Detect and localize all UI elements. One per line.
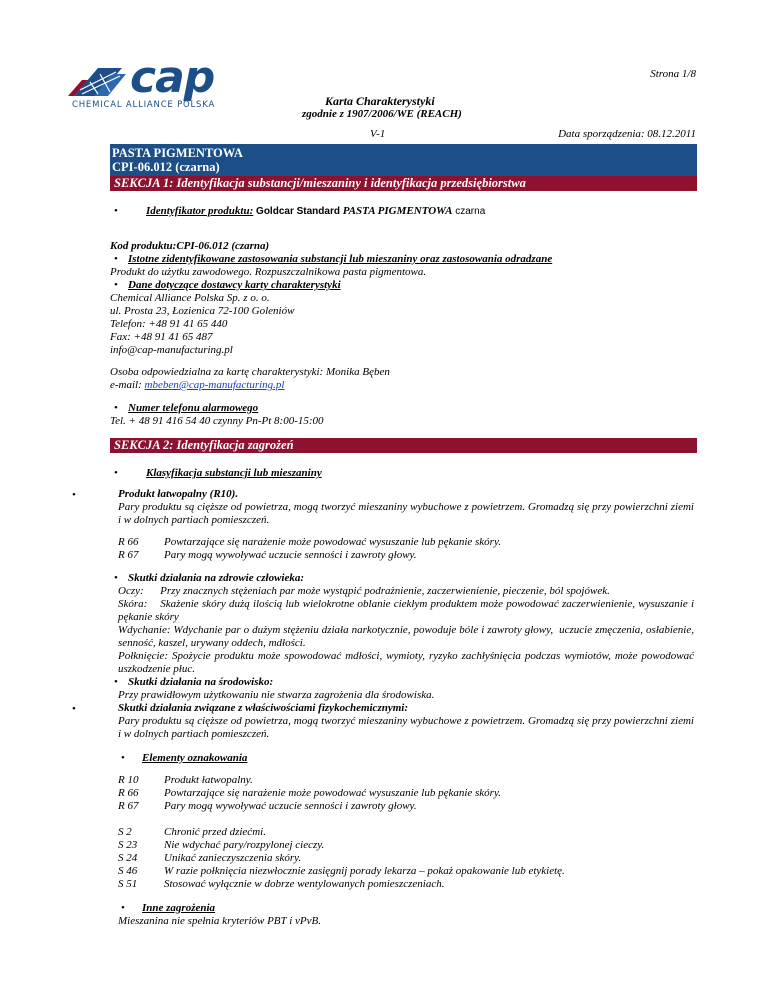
r-code: R 66: [118, 536, 139, 548]
supplier-line: info@cap-manufacturing.pl: [110, 344, 233, 356]
uses-text: Produkt do użytku zawodowego. Rozpuszczalnikowa pasta pigmentowa.: [110, 266, 427, 278]
email-row: [110, 379, 284, 392]
s-text: Stosować wyłącznie w dobrze wentylowanych pomieszczeniach.: [164, 878, 445, 890]
s-text: Nie wdychać pary/rozpylonej cieczy.: [164, 839, 325, 851]
section-2-title: SEKCJA 2: Identyfikacja zagrożeń: [110, 438, 697, 453]
bullet: •: [72, 703, 76, 715]
s-code: S 23: [118, 839, 138, 851]
r-text: Pary mogą wywoływać uczucie senności i zawroty głowy.: [164, 800, 417, 812]
identifier-product: PASTA PIGMENTOWA: [342, 205, 453, 217]
bullet: •: [114, 279, 118, 291]
r-code: R 67: [118, 800, 139, 812]
r-code: R 66: [118, 787, 139, 799]
issue-date: Data sporządzenia: 08.12.2011: [558, 128, 696, 140]
emergency-phone-text: Tel. + 48 91 416 54 40 czynny Pn-Pt 8:00-15:00: [110, 415, 324, 427]
bullet: •: [114, 253, 118, 265]
r-text: Powtarzające się narażenie może powodować wysuszanie lub pękanie skóry.: [164, 536, 501, 548]
section-1-title: SEKCJA 1: Identyfikacja substancji/mieszaniny i identyfikacja przedsiębiorstwa: [110, 176, 697, 191]
identifier-brand: Goldcar Standard: [253, 206, 343, 217]
bullet: •: [114, 572, 118, 584]
inhalation-text: Wdychanie: Wdychanie par o dużym stężeniu działa narkotycznie, powoduje bóle i zawroty głowy, uczucie zmęczenia, osłabienie, senność, kaszel, urywany oddech, mdłości.: [118, 624, 697, 649]
version: V-1: [370, 128, 386, 140]
logo-tagline: CHEMICAL ALLIANCE POLSKA: [72, 100, 216, 110]
supplier-heading: Dane dotyczące dostawcy karty charakterystyki: [128, 279, 341, 291]
other-hazards-text: Mieszanina nie spełnia kryteriów PBT i vPvB.: [118, 915, 321, 927]
environment-text: Przy prawidłowym użytkowaniu nie stwarza zagrożenia dla środowiska.: [118, 689, 435, 701]
logo-wordmark: cap: [130, 52, 215, 103]
r-code: R 67: [118, 549, 139, 561]
bullet: •: [72, 489, 76, 501]
page-number: Strona 1/8: [650, 68, 696, 80]
doc-title: Karta Charakterystyki: [325, 94, 435, 108]
physchem-heading: Skutki działania związane z właściwościami fizykochemicznymi:: [118, 702, 408, 714]
ingestion-text: Połknięcie: Spożycie produktu może spowodować mdłości, wymioty, ryzyko zachłyśnięcia podczas wymiotów, może powodować uszkodzenie płuc.: [118, 650, 694, 675]
health-heading: Skutki działania na zdrowie człowieka:: [128, 572, 305, 584]
s-code: S 46: [118, 865, 138, 877]
environment-heading: Skutki działania na środowisko:: [128, 676, 274, 688]
email-link[interactable]: mbeben@cap-manufacturing.pl: [144, 379, 285, 391]
email-label: e-mail:: [110, 379, 145, 391]
bullet: •: [114, 467, 118, 479]
bullet: •: [121, 902, 125, 914]
r-text: Powtarzające się narażenie może powodować wysuszanie lub pękanie skóry.: [164, 787, 501, 799]
other-hazards-heading: Inne zagrożenia: [142, 902, 216, 914]
r-text: Produkt łatwopalny.: [164, 774, 253, 786]
label-elements-heading: Elementy oznakowania: [142, 752, 248, 764]
r-text: Pary mogą wywoływać uczucie senności i zawroty głowy.: [164, 549, 417, 561]
product-bar: [110, 144, 697, 176]
s-code: S 2: [118, 826, 132, 838]
emergency-phone-heading: Numer telefonu alarmowego: [128, 402, 259, 414]
s-code: S 51: [118, 878, 138, 890]
physchem-text: Pary produktu są cięższe od powietrza, mogą tworzyć mieszaniny wybuchowe z powietrzem. Gromadzą się przy powierzchni ziemi i w dolnych partiach pomieszczeń.: [118, 715, 694, 740]
s-text: W razie połknięcia niezwłocznie zasięgnij porady lekarza – pokaż opakowanie lub etykietę.: [164, 865, 565, 877]
contact-person: Osoba odpowiedzialna za kartę charakterystyki: Monika Bęben: [110, 366, 390, 378]
supplier-line: Telefon: +48 91 41 65 440: [110, 318, 228, 330]
r-code: R 10: [118, 774, 139, 786]
skin-text: Skóra: Skażenie skóry dużą ilością lub wielokrotne oblanie ciekłym produktem może powodować zaczerwienienie, wysuszanie i pękanie skóry: [118, 598, 697, 623]
bullet: •: [114, 676, 118, 688]
s-text: Chronić przed dziećmi.: [164, 826, 266, 838]
bullet: •: [121, 752, 125, 764]
flammable-heading: Produkt łatwopalny (R10).: [118, 488, 239, 500]
product-code: CPI-06.012 (czarna): [112, 160, 220, 174]
identifier-color: czarna: [452, 206, 486, 217]
bullet: •: [114, 402, 118, 414]
bullet: •: [114, 205, 118, 217]
supplier-line: Fax: +48 91 41 65 487: [110, 331, 213, 343]
flammable-text: Pary produktu są cięższe od powietrza, mogą tworzyć mieszaniny wybuchowe z powietrzem. Gromadzą się przy powierzchni ziemi i w dolnych partiach pomieszczeń.: [118, 501, 694, 526]
product-identifier-row: [146, 205, 485, 218]
uses-heading: Istotne zidentyfikowane zastosowania substancji lub mieszaniny oraz zastosowania odradzane: [128, 253, 553, 265]
s-code: S 24: [118, 852, 138, 864]
company-logo: [68, 52, 268, 116]
identifier-label: Identyfikator produktu:: [146, 205, 254, 217]
s-text: Unikać zanieczyszczenia skóry.: [164, 852, 302, 864]
eyes-text: Oczy: Przy znacznych stężeniach par może wystąpić podrażnienie, zaczerwienienie, pieczenie, ból spojówek.: [118, 585, 610, 597]
supplier-line: Chemical Alliance Polska Sp. z o. o.: [110, 292, 270, 304]
classification-heading: Klasyfikacja substancji lub mieszaniny: [146, 467, 322, 479]
product-code-line: Kod produktu:CPI-06.012 (czarna): [110, 240, 270, 252]
doc-subtitle: zgodnie z 1907/2006/WE (REACH): [302, 108, 462, 120]
supplier-line: ul. Prosta 23, Łozienica 72-100 Goleniów: [110, 305, 295, 317]
product-name: PASTA PIGMENTOWA: [112, 146, 243, 160]
